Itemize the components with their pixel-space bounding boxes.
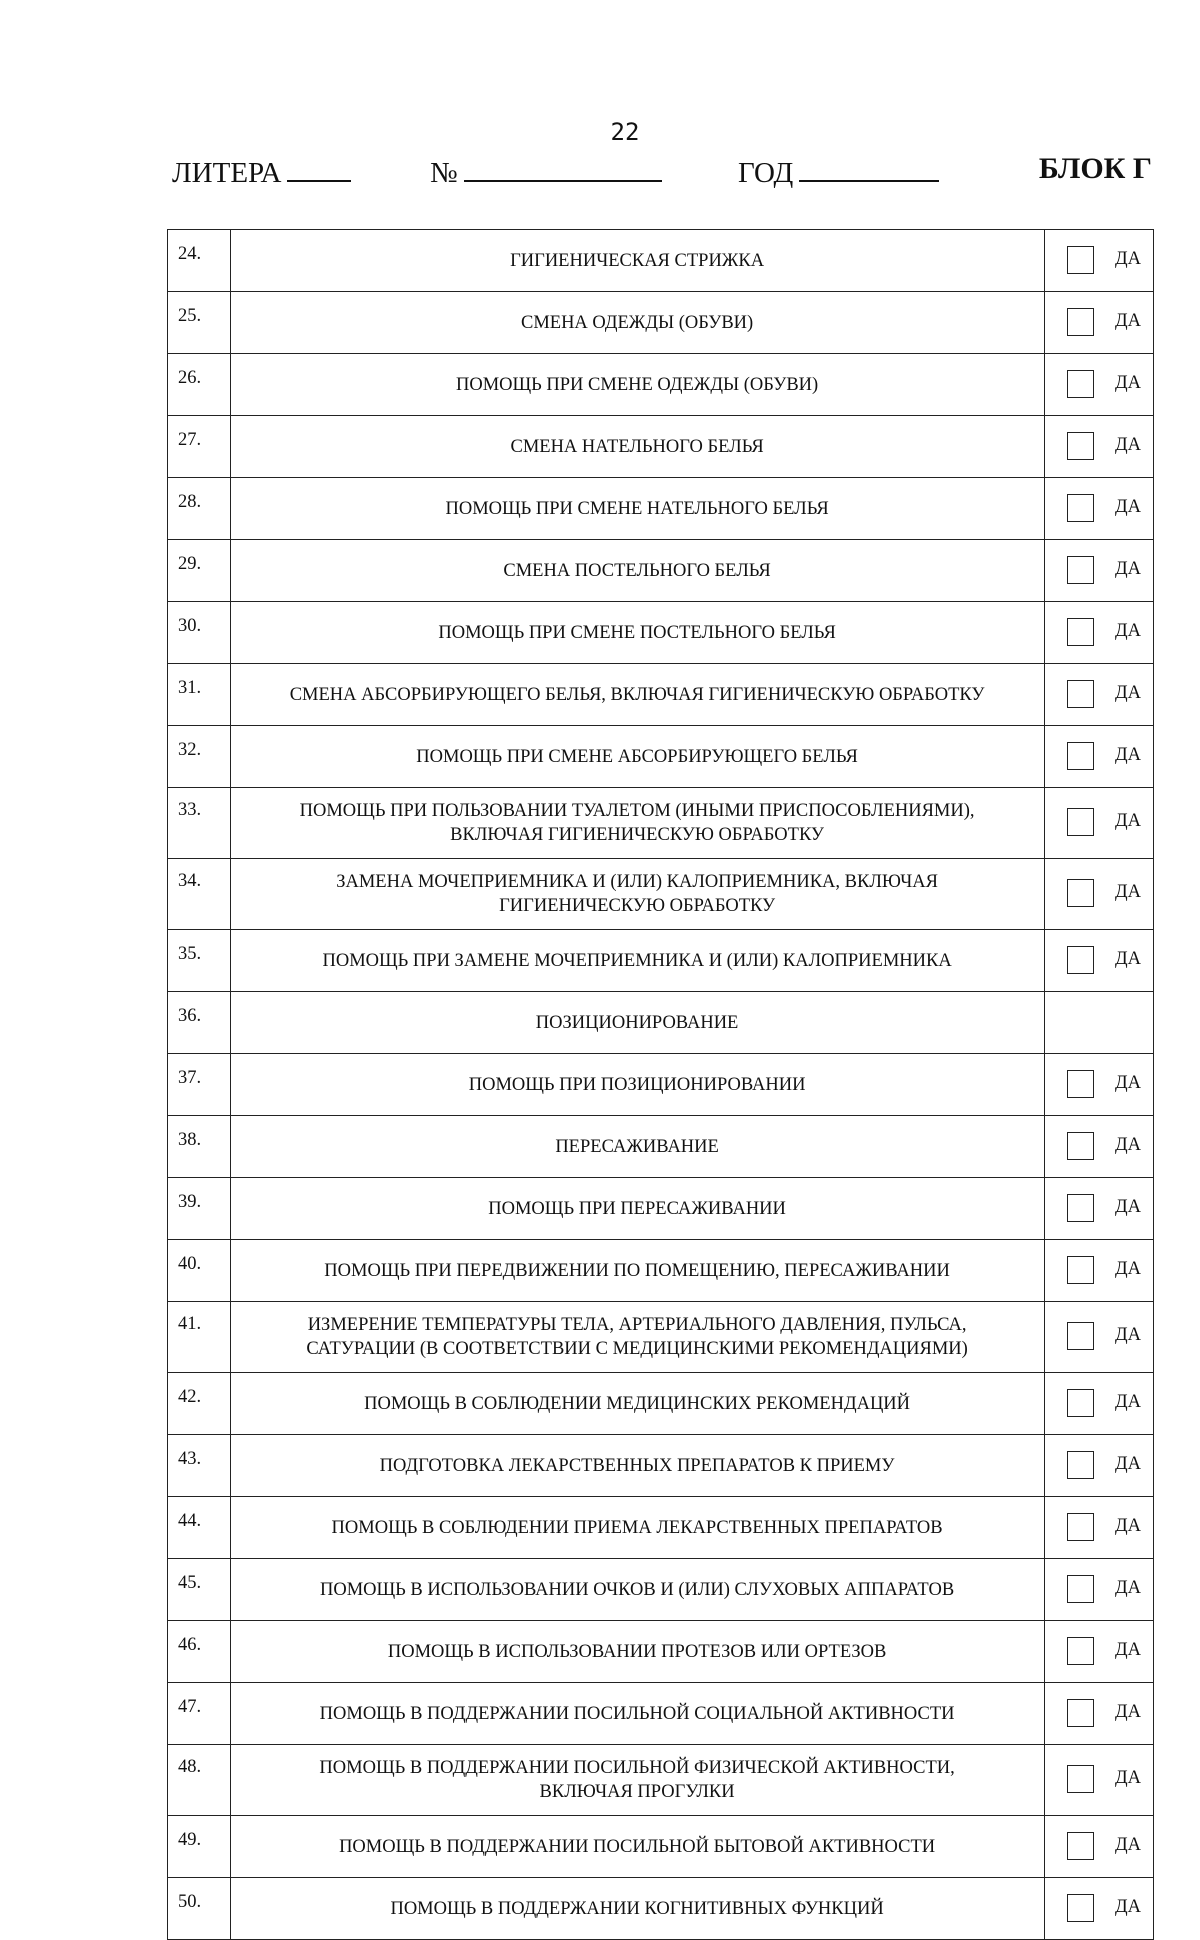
answer-cell [1044, 664, 1153, 726]
service-description [230, 1178, 1044, 1240]
service-description [230, 992, 1044, 1054]
yes-label: ДА [1115, 1391, 1141, 1412]
yes-label: ДА [1115, 1834, 1141, 1855]
table-row [168, 602, 1154, 664]
service-text-line: ПОМОЩЬ В СОБЛЮДЕНИИ МЕДИЦИНСКИХ РЕКОМЕНДАЦИЙ [364, 1393, 911, 1414]
yes-label: ДА [1115, 1577, 1141, 1598]
row-number: 48. [168, 1745, 231, 1816]
service-description [230, 602, 1044, 664]
service-description [230, 230, 1044, 292]
service-description [230, 1878, 1044, 1940]
yes-checkbox[interactable] [1067, 1132, 1094, 1160]
service-description [230, 1683, 1044, 1745]
service-description [230, 1373, 1044, 1435]
yes-label: ДА [1115, 310, 1141, 331]
answer-cell [1044, 292, 1153, 354]
service-description [230, 1240, 1044, 1302]
row-number: 27. [168, 416, 231, 478]
year-blank[interactable] [799, 152, 939, 182]
yes-checkbox[interactable] [1067, 1322, 1094, 1350]
service-description [230, 664, 1044, 726]
service-text-line: ВКЛЮЧАЯ ПРОГУЛКИ [539, 1782, 735, 1802]
answer-cell [1044, 1373, 1153, 1435]
service-text-line: ПОМОЩЬ ПРИ СМЕНЕ НАТЕЛЬНОГО БЕЛЬЯ [445, 498, 829, 519]
block-label: БЛОК Г [1038, 152, 1152, 185]
table-row [168, 1559, 1154, 1621]
service-description [230, 416, 1044, 478]
number-field [430, 152, 662, 190]
row-number: 49. [168, 1816, 231, 1878]
table-row [168, 1621, 1154, 1683]
table-row [168, 416, 1154, 478]
row-number: 36. [168, 992, 231, 1054]
service-text-line: ПОЗИЦИОНИРОВАНИЕ [535, 1012, 739, 1033]
answer-cell [1044, 1054, 1153, 1116]
service-description [230, 478, 1044, 540]
row-number: 50. [168, 1878, 231, 1940]
row-number: 40. [168, 1240, 231, 1302]
yes-label: ДА [1115, 1639, 1141, 1660]
yes-label: ДА [1115, 1701, 1141, 1722]
answer-cell [1044, 1816, 1153, 1878]
yes-label: ДА [1115, 1072, 1141, 1093]
yes-label: ДА [1115, 882, 1141, 902]
yes-checkbox[interactable] [1067, 246, 1094, 274]
table-row [168, 1683, 1154, 1745]
table-row [168, 1178, 1154, 1240]
yes-checkbox[interactable] [1067, 494, 1094, 522]
service-text-line: ПОДГОТОВКА ЛЕКАРСТВЕННЫХ ПРЕПАРАТОВ К ПРИЕМУ [379, 1455, 895, 1476]
answer-cell [1044, 478, 1153, 540]
service-description [230, 1302, 1044, 1373]
row-number: 35. [168, 930, 231, 992]
yes-label: ДА [1115, 496, 1141, 517]
row-number: 47. [168, 1683, 231, 1745]
yes-label: ДА [1115, 682, 1141, 703]
service-text-line: ПОМОЩЬ В ПОДДЕРЖАНИИ ПОСИЛЬНОЙ ФИЗИЧЕСКОЙ АКТИВНОСТИ, [319, 1758, 955, 1778]
service-description [230, 859, 1044, 930]
yes-label: ДА [1115, 248, 1141, 269]
answer-cell [1044, 1302, 1153, 1373]
service-text-line: ПОМОЩЬ ПРИ ЗАМЕНЕ МОЧЕПРИЕМНИКА И (ИЛИ) КАЛОПРИЕМНИКА [322, 950, 952, 971]
service-description [230, 1621, 1044, 1683]
row-number: 31. [168, 664, 231, 726]
yes-checkbox[interactable] [1067, 1637, 1094, 1665]
answer-cell [1044, 540, 1153, 602]
service-text-line: ГИГИЕНИЧЕСКАЯ СТРИЖКА [510, 250, 765, 271]
answer-cell [1044, 1683, 1153, 1745]
yes-checkbox[interactable] [1067, 1832, 1094, 1860]
service-text-line: ЗАМЕНА МОЧЕПРИЕМНИКА И (ИЛИ) КАЛОПРИЕМНИКА, ВКЛЮЧАЯ [336, 872, 938, 892]
table-row [168, 992, 1154, 1054]
form-header [172, 152, 1152, 192]
yes-label: ДА [1115, 1196, 1141, 1217]
table-row [168, 726, 1154, 788]
yes-checkbox[interactable] [1067, 1699, 1094, 1727]
page-number: 22 [610, 118, 640, 146]
yes-checkbox[interactable] [1067, 1765, 1094, 1793]
service-text-line: ПОМОЩЬ В ИСПОЛЬЗОВАНИИ ОЧКОВ И (ИЛИ) СЛУХОВЫХ АППАРАТОВ [319, 1579, 955, 1600]
table-row [168, 1373, 1154, 1435]
yes-label: ДА [1115, 434, 1141, 455]
service-text-line: СМЕНА ПОСТЕЛЬНОГО БЕЛЬЯ [503, 560, 771, 581]
answer-cell [1044, 1621, 1153, 1683]
service-description [230, 788, 1044, 859]
service-text-line: САТУРАЦИИ (В СООТВЕТСТВИИ С МЕДИЦИНСКИМИ РЕКОМЕНДАЦИЯМИ) [306, 1339, 968, 1359]
answer-cell [1044, 1559, 1153, 1621]
answer-cell [1044, 1116, 1153, 1178]
service-text-line: ПОМОЩЬ В ПОДДЕРЖАНИИ КОГНИТИВНЫХ ФУНКЦИЙ [390, 1898, 884, 1919]
row-number: 37. [168, 1054, 231, 1116]
row-number: 41. [168, 1302, 231, 1373]
row-number: 25. [168, 292, 231, 354]
service-text-line: ПОМОЩЬ В СОБЛЮДЕНИИ ПРИЕМА ЛЕКАРСТВЕННЫХ ПРЕПАРАТОВ [331, 1517, 943, 1538]
answer-cell [1044, 930, 1153, 992]
table-row [168, 292, 1154, 354]
yes-checkbox[interactable] [1067, 1513, 1094, 1541]
answer-cell [1044, 230, 1153, 292]
service-description [230, 1116, 1044, 1178]
service-text-line: ПОМОЩЬ ПРИ СМЕНЕ ПОСТЕЛЬНОГО БЕЛЬЯ [438, 622, 836, 643]
yes-label: ДА [1115, 558, 1141, 579]
table-row [168, 1497, 1154, 1559]
answer-cell [1044, 1745, 1153, 1816]
service-text-line: ГИГИЕНИЧЕСКУЮ ОБРАБОТКУ [499, 896, 776, 916]
service-text-line: ВКЛЮЧАЯ ГИГИЕНИЧЕСКУЮ ОБРАБОТКУ [450, 825, 825, 845]
table-row [168, 930, 1154, 992]
yes-label: ДА [1115, 1134, 1141, 1155]
service-description [230, 1497, 1044, 1559]
yes-checkbox[interactable] [1067, 370, 1094, 398]
litera-blank[interactable] [287, 152, 351, 182]
table-row [168, 1302, 1154, 1373]
row-number: 33. [168, 788, 231, 859]
service-text-line: ПОМОЩЬ ПРИ СМЕНЕ АБСОРБИРУЮЩЕГО БЕЛЬЯ [416, 746, 858, 767]
service-text-line: СМЕНА НАТЕЛЬНОГО БЕЛЬЯ [510, 436, 764, 457]
yes-checkbox[interactable] [1067, 556, 1094, 584]
table-row [168, 230, 1154, 292]
service-description [230, 354, 1044, 416]
table-row [168, 1745, 1154, 1816]
service-text-line: ПОМОЩЬ В ПОДДЕРЖАНИИ ПОСИЛЬНОЙ БЫТОВОЙ АКТИВНОСТИ [339, 1836, 936, 1857]
row-number: 30. [168, 602, 231, 664]
row-number: 24. [168, 230, 231, 292]
service-text-line: ПОМОЩЬ ПРИ ПЕРЕСАЖИВАНИИ [488, 1198, 786, 1219]
service-text-line: ПОМОЩЬ ПРИ СМЕНЕ ОДЕЖДЫ (ОБУВИ) [455, 374, 819, 395]
yes-label: ДА [1115, 744, 1141, 765]
yes-checkbox[interactable] [1067, 1451, 1094, 1479]
service-text-line: СМЕНА АБСОРБИРУЮЩЕГО БЕЛЬЯ, ВКЛЮЧАЯ ГИГИЕНИЧЕСКУЮ ОБРАБОТКУ [289, 684, 985, 705]
yes-checkbox[interactable] [1067, 946, 1094, 974]
yes-checkbox[interactable] [1067, 1194, 1094, 1222]
answer-cell [1044, 1178, 1153, 1240]
table-row [168, 1116, 1154, 1178]
service-description [230, 1559, 1044, 1621]
litera-label: ЛИТЕРА [172, 157, 282, 189]
table-row [168, 1054, 1154, 1116]
yes-label: ДА [1115, 1768, 1141, 1788]
service-text-line: ПОМОЩЬ ПРИ ПОЛЬЗОВАНИИ ТУАЛЕТОМ (ИНЫМИ ПРИСПОСОБЛЕНИЯМИ), [299, 801, 975, 821]
answer-cell [1044, 726, 1153, 788]
service-description [230, 1054, 1044, 1116]
yes-label: ДА [1115, 948, 1141, 969]
yes-checkbox[interactable] [1067, 879, 1094, 907]
row-number: 44. [168, 1497, 231, 1559]
table-row [168, 859, 1154, 930]
service-text-line: ПОМОЩЬ В ИСПОЛЬЗОВАНИИ ПРОТЕЗОВ ИЛИ ОРТЕЗОВ [387, 1641, 887, 1662]
table-row [168, 478, 1154, 540]
answer-cell [1044, 788, 1153, 859]
yes-label: ДА [1115, 811, 1141, 831]
year-label: ГОД [738, 157, 794, 189]
row-number: 26. [168, 354, 231, 416]
year-field [738, 152, 939, 190]
service-text-line: ПОМОЩЬ ПРИ ПЕРЕДВИЖЕНИИ ПО ПОМЕЩЕНИЮ, ПЕРЕСАЖИВАНИИ [324, 1260, 950, 1281]
yes-checkbox[interactable] [1067, 680, 1094, 708]
yes-checkbox[interactable] [1067, 1894, 1094, 1922]
service-description [230, 1745, 1044, 1816]
litera-field [172, 152, 351, 190]
answer-cell [1044, 1240, 1153, 1302]
service-text-line: ИЗМЕРЕНИЕ ТЕМПЕРАТУРЫ ТЕЛА, АРТЕРИАЛЬНОГО ДАВЛЕНИЯ, ПУЛЬСА, [307, 1315, 967, 1335]
yes-label: ДА [1115, 1258, 1141, 1279]
table-row [168, 540, 1154, 602]
row-number: 34. [168, 859, 231, 930]
row-number: 43. [168, 1435, 231, 1497]
service-description [230, 1816, 1044, 1878]
service-text-line: ПОМОЩЬ В ПОДДЕРЖАНИИ ПОСИЛЬНОЙ СОЦИАЛЬНОЙ АКТИВНОСТИ [319, 1703, 955, 1724]
row-number: 42. [168, 1373, 231, 1435]
yes-label: ДА [1115, 1896, 1141, 1917]
number-blank[interactable] [464, 152, 662, 182]
answer-cell [1044, 416, 1153, 478]
table-row [168, 1878, 1154, 1940]
yes-checkbox[interactable] [1067, 1256, 1094, 1284]
service-text-line: ПОМОЩЬ ПРИ ПОЗИЦИОНИРОВАНИИ [468, 1074, 806, 1095]
yes-checkbox[interactable] [1067, 308, 1094, 336]
row-number: 29. [168, 540, 231, 602]
yes-checkbox[interactable] [1067, 808, 1094, 836]
answer-cell [1044, 992, 1153, 1054]
answer-cell [1044, 1878, 1153, 1940]
yes-checkbox[interactable] [1067, 1575, 1094, 1603]
row-number: 45. [168, 1559, 231, 1621]
yes-checkbox[interactable] [1067, 618, 1094, 646]
table-row [168, 788, 1154, 859]
service-description [230, 930, 1044, 992]
answer-cell [1044, 602, 1153, 664]
service-description [230, 726, 1044, 788]
yes-label: ДА [1115, 620, 1141, 641]
row-number: 28. [168, 478, 231, 540]
table-row [168, 1816, 1154, 1878]
services-table [167, 229, 1154, 1940]
answer-cell [1044, 1497, 1153, 1559]
service-description [230, 1435, 1044, 1497]
yes-checkbox[interactable] [1067, 1389, 1094, 1417]
service-description [230, 292, 1044, 354]
yes-label: ДА [1115, 372, 1141, 393]
yes-label: ДА [1115, 1453, 1141, 1474]
service-description [230, 540, 1044, 602]
table-row [168, 1435, 1154, 1497]
service-text-line: СМЕНА ОДЕЖДЫ (ОБУВИ) [520, 312, 754, 333]
table-row [168, 354, 1154, 416]
table-row [168, 1240, 1154, 1302]
yes-label: ДА [1115, 1515, 1141, 1536]
yes-checkbox[interactable] [1067, 432, 1094, 460]
service-text-line: ПЕРЕСАЖИВАНИЕ [555, 1136, 719, 1157]
yes-label: ДА [1115, 1325, 1141, 1345]
row-number: 38. [168, 1116, 231, 1178]
row-number: 39. [168, 1178, 231, 1240]
answer-cell [1044, 859, 1153, 930]
row-number: 32. [168, 726, 231, 788]
yes-checkbox[interactable] [1067, 1070, 1094, 1098]
table-row [168, 664, 1154, 726]
answer-cell [1044, 1435, 1153, 1497]
yes-checkbox[interactable] [1067, 742, 1094, 770]
row-number: 46. [168, 1621, 231, 1683]
answer-cell [1044, 354, 1153, 416]
number-label: № [430, 157, 458, 189]
